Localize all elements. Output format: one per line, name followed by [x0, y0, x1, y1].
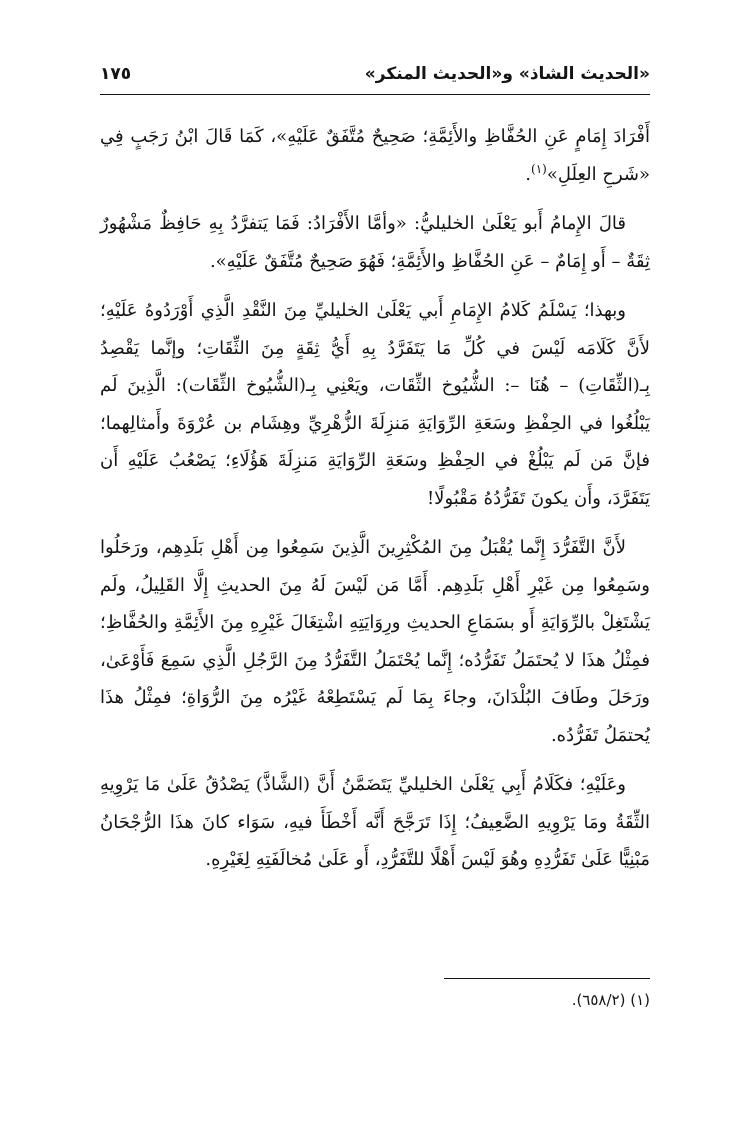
header-rule: [100, 94, 650, 95]
page-number: ١٧٥: [100, 64, 132, 84]
running-title: «الحديث الشاذ» و«الحديث المنكر»: [364, 64, 650, 84]
paragraph-1: [100, 118, 650, 193]
paragraph-1-text: أَفْرَادَ إِمَامٍ عَنِ الحُفَّاظِ والأَئِمَّةِ؛ صَحِيحٌ مُتَّفَقٌ عَلَيْهِ»، كَمَا قَالَ ابْنُ رَجَبٍ فِي «شَرحِ العِلَلِ»: [100, 126, 650, 185]
paragraph-4: لأَنَّ التَّفَرُّدَ إِنَّما يُقْبَلُ مِنَ المُكْثِرِينَ الَّذِينَ سَمِعُوا مِن أَهْلِ بَلَدِهِم، ورَحَلُوا وسَمِعُوا مِن غَيْرِ أَهْلِ بَلَدِهِم. أَمَّا مَن لَيْسَ لَهُ مِنَ الحديثِ إِلَّا القَلِيلُ، ولَم يَشْتَغِلْ بالرِّوَايَةِ أَو بسَمَاعِ الحديثِ ورِوَايَتِهِ اشْتِغَالَ غَيْرِهِ مِنَ الأَئِمَّةِ والحُفَّاظِ؛ فمِثْلُ هذَا لا يُحتَمَلُ تَفَرُّدُه؛ إِنَّما يُحْتَمَلُ التَّفَرُّدُ مِنَ الرَّجُلِ الَّذِي سَمِعَ فَأَوْعَىٰ، ورَحَلَ وطَافَ البُلْدَانَ، وجاءَ بِمَا لَم يَسْتَطِعْهُ غَيْرُه مِنَ الرُّوَاةِ؛ فمِثْلُ هذَا يُحتمَلُ تَفَرُّدُه.: [100, 537, 650, 746]
paragraph-3: وبهذا؛ يَسْلَمُ كَلامُ الإِمَامِ أَبي يَعْلَىٰ الخليليِّ مِنَ النَّقْدِ الَّذِي أَوْرَدُوهُ عَلَيْهِ؛ لأَنَّ كَلَامَه لَيْسَ في كُلِّ مَا يَتَفَرَّدُ بِهِ أَيُّ ثِقَةٍ مِنَ الثِّقَاتِ؛ وإنَّما يَقْصِدُ بِـ(الثِّقَاتِ) – هُنَا –: الشُّيُوخ الثِّقَات، ويَعْنِي بِـ(الشُّيُوخ الثِّقَات): الَّذِينَ لَم يَبْلُغُوا في الحِفْظِ وسَعَةِ الرِّوَايَةِ مَنزِلَةَ الزُّهْرِيِّ وهِشَام بن عُرْوَةَ وأَمثالِهما؛ فإنَّ مَن لَم يَبْلُغْ في الحِفْظِ وسَعَةِ الرِّوَايَةِ مَنزِلَةَ هَؤُلَاءِ؛ يَصْعُبُ عَلَيْهِ أَن يَتَفَرَّدَ، وأَن يكونَ تَفَرُّدُهُ مَقْبُولًا!: [100, 300, 650, 509]
footnote: (١) (٦٥٨/٢).: [571, 991, 650, 1009]
paragraph-1-end: .: [525, 163, 532, 185]
footnote-marker: (١): [531, 161, 547, 176]
paragraph-2: قالَ الإِمامُ أَبو يَعْلَىٰ الخليليُّ: «وأمَّا الأَفْرَادُ: فَمَا يَتفرَّدُ بِهِ حَافِظٌ مَشْهُورٌ ثِقَةٌ – أَو إِمَامٌ – عَنِ الحُفَّاظِ والأَئِمَّةِ؛ فَهُوَ صَحِيحٌ مُتَّفَقٌ عَلَيْهِ».: [100, 213, 650, 272]
footnote-separator: [444, 978, 650, 979]
page-header: [100, 58, 650, 90]
main-text: [100, 118, 650, 891]
paragraph-5: وعَلَيْهِ؛ فكَلَامُ أَبِي يَعْلَىٰ الخليليِّ يَتَضَمَّنُ أَنَّ (الشَّاذَّ) يَصْدُقُ عَلَىٰ مَا يَرْوِيهِ الثِّقَةُ ومَا يَرْوِيهِ الضَّعِيفُ؛ إِذَا تَرَجَّحَ أَنَّه أَخْطَأَ فيهِ، سَوَاء كانَ هذَا الرُّجْحَانُ مَبْنِيًّا عَلَىٰ تَفَرُّدِهِ وهُوَ لَيْسَ أَهْلًا للتَّفَرُّدِ، أَو عَلَىٰ مُخالَفَتِهِ لِغَيْرِهِ.: [100, 774, 650, 870]
